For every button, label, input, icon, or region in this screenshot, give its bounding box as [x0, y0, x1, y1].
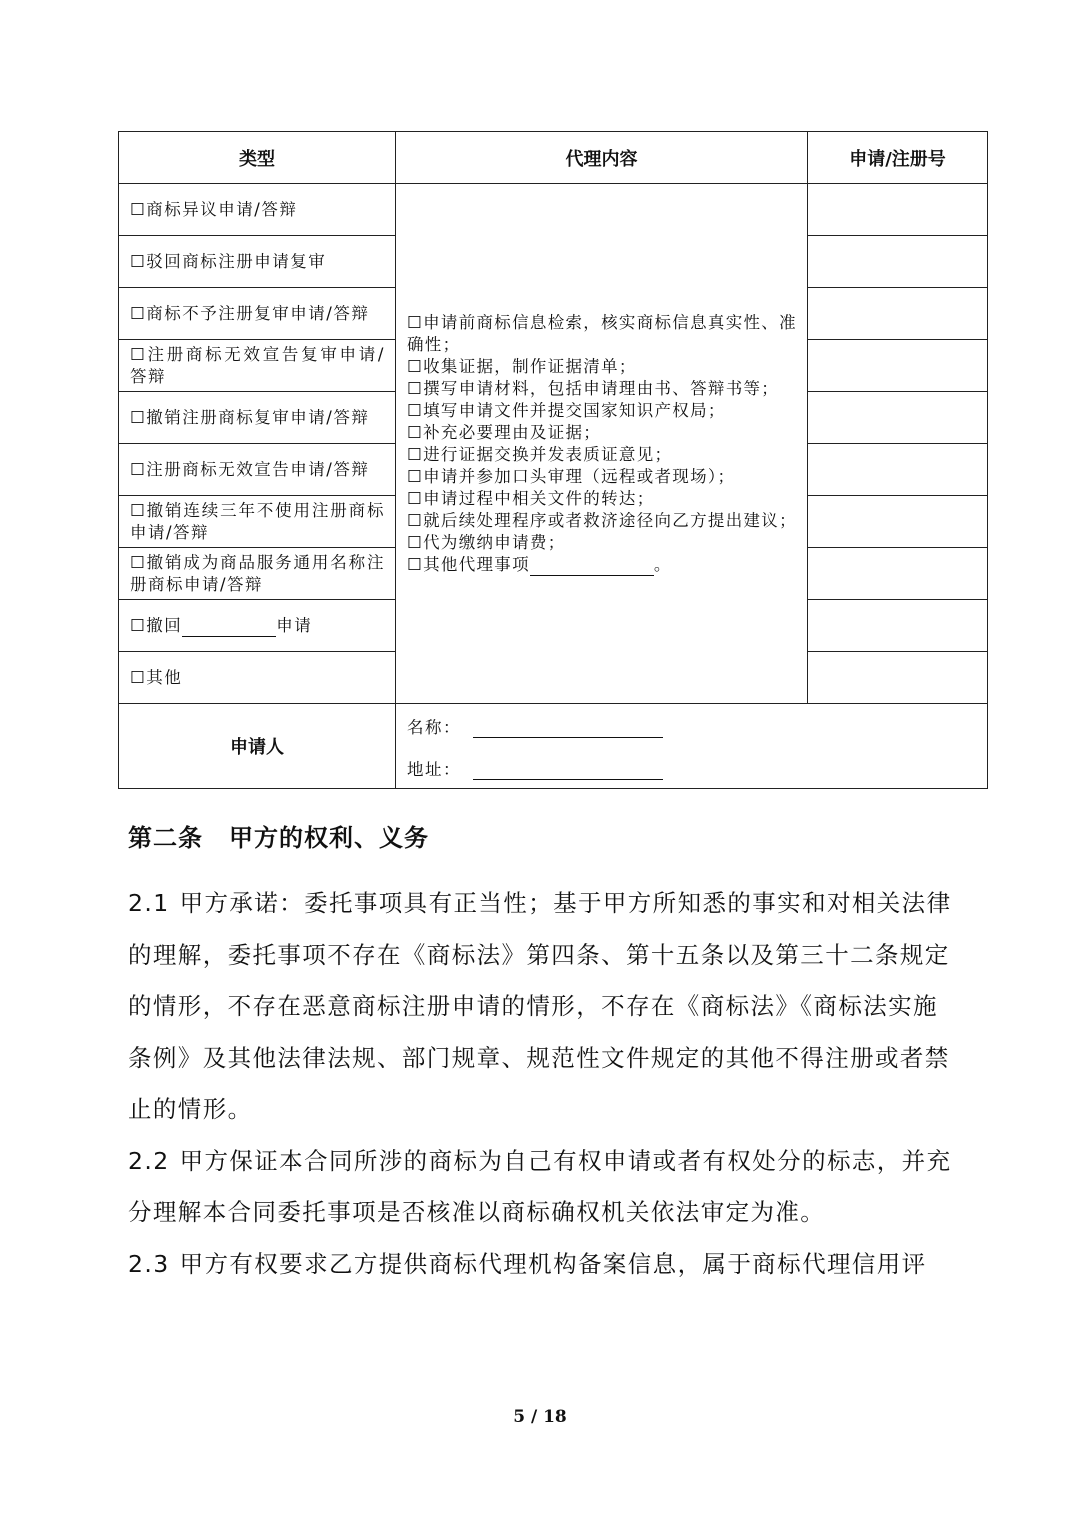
article-body [128, 878, 958, 1290]
applicant-name-field[interactable] [473, 719, 663, 738]
withdraw-label: ☐撤回 [130, 615, 183, 635]
article-number: 第二条 [128, 824, 203, 852]
agency-table [118, 131, 988, 789]
table-row [119, 184, 988, 236]
clause-number: 2.3 [128, 1249, 170, 1278]
reg-no-cell[interactable] [808, 288, 988, 340]
reg-no-cell[interactable] [808, 236, 988, 288]
content-checkbox-item[interactable]: ☐申请并参加口头审理（远程或者现场）； [407, 466, 736, 486]
article-title [128, 818, 429, 853]
clause-text: 甲方保证本合同所涉的商标为自己有权申请或者有权处分的标志，并充分理解本合同委托事项是否核准以商标确权机关依法审定为准。 [128, 1146, 952, 1226]
applicant-label: 申请人 [119, 704, 396, 789]
type-checkbox-item[interactable]: ☐其他 [119, 652, 396, 704]
content-other-item[interactable] [407, 554, 799, 576]
content-checkbox-item[interactable]: ☐代为缴纳申请费； [407, 532, 566, 552]
content-other-label: ☐其他代理事项 [407, 554, 530, 574]
agency-content-cell [396, 184, 808, 704]
reg-no-cell[interactable] [808, 340, 988, 392]
withdraw-item[interactable] [119, 600, 396, 652]
clause-number: 2.1 [128, 889, 170, 917]
applicant-name-row [407, 712, 987, 738]
content-other-end: 。 [653, 554, 672, 574]
reg-no-cell[interactable] [808, 392, 988, 444]
content-other-blank[interactable] [530, 559, 654, 576]
content-checkbox-item[interactable]: ☐填写申请文件并提交国家知识产权局； [407, 400, 726, 420]
reg-no-cell[interactable] [808, 600, 988, 652]
type-checkbox-item[interactable]: ☐注册商标无效宣告复审申请/答辩 [119, 340, 396, 392]
type-checkbox-item[interactable]: ☐商标不予注册复审申请/答辩 [119, 288, 396, 340]
content-checkbox-item[interactable]: ☐申请过程中相关文件的转达； [407, 488, 655, 508]
type-checkbox-item[interactable]: ☐撤销注册商标复审申请/答辩 [119, 392, 396, 444]
reg-no-cell[interactable] [808, 444, 988, 496]
header-content: 代理内容 [396, 132, 808, 184]
reg-no-cell[interactable] [808, 184, 988, 236]
withdraw-suffix: 申请 [276, 615, 313, 635]
withdraw-blank[interactable] [182, 620, 276, 637]
applicant-row [119, 704, 988, 789]
type-checkbox-item[interactable]: ☐驳回商标注册申请复审 [119, 236, 396, 288]
content-checkbox-item[interactable]: ☐收集证据，制作证据清单； [407, 356, 637, 376]
type-checkbox-item[interactable]: ☐撤销连续三年不使用注册商标申请/答辩 [119, 496, 396, 548]
type-checkbox-item[interactable]: ☐注册商标无效宣告申请/答辩 [119, 444, 396, 496]
type-checkbox-item[interactable]: ☐商标异议申请/答辩 [119, 184, 396, 236]
clause-text: 甲方有权要求乙方提供商标代理机构备案信息，属于商标代理信用评 [179, 1249, 927, 1278]
article-heading: 甲方的权利、义务 [229, 824, 429, 852]
clause-paragraph [128, 1239, 958, 1291]
applicant-address-field[interactable] [473, 761, 663, 780]
applicant-fields [396, 704, 988, 789]
content-checkbox-item[interactable]: ☐申请前商标信息检索，核实商标信息真实性、准确性； [407, 312, 797, 354]
clause-number: 2.2 [128, 1146, 170, 1175]
applicant-name-label: 名称： [407, 718, 461, 737]
applicant-address-row [407, 754, 987, 780]
reg-no-cell[interactable] [808, 652, 988, 704]
clause-paragraph [128, 878, 958, 1136]
clause-paragraph [128, 1136, 958, 1239]
content-checkbox-item[interactable]: ☐进行证据交换并发表质证意见； [407, 444, 673, 464]
applicant-address-label: 地址： [407, 760, 461, 779]
content-checkbox-item[interactable]: ☐补充必要理由及证据； [407, 422, 602, 442]
header-reg-no: 申请/注册号 [808, 132, 988, 184]
header-type: 类型 [119, 132, 396, 184]
reg-no-cell[interactable] [808, 496, 988, 548]
clause-text: 甲方承诺：委托事项具有正当性；基于甲方所知悉的事实和对相关法律的理解，委托事项不存在《商标法》第四条、第十五条以及第三十二条规定的情形，不存在恶意商标注册申请的情形，不存在《商标法》《商标法实施条例》及其他法律法规、部门规章、规范性文件规定的其他不得注册或者禁止的情形。 [128, 889, 952, 1123]
content-checkbox-item[interactable]: ☐就后续处理程序或者救济途径向乙方提出建议； [407, 510, 797, 530]
page-number: 5 / 18 [513, 1407, 567, 1427]
table-header-row [119, 132, 988, 184]
type-checkbox-item[interactable]: ☐撤销成为商品服务通用名称注册商标申请/答辩 [119, 548, 396, 600]
content-checkbox-item[interactable]: ☐撰写申请材料，包括申请理由书、答辩书等； [407, 378, 780, 398]
reg-no-cell[interactable] [808, 548, 988, 600]
